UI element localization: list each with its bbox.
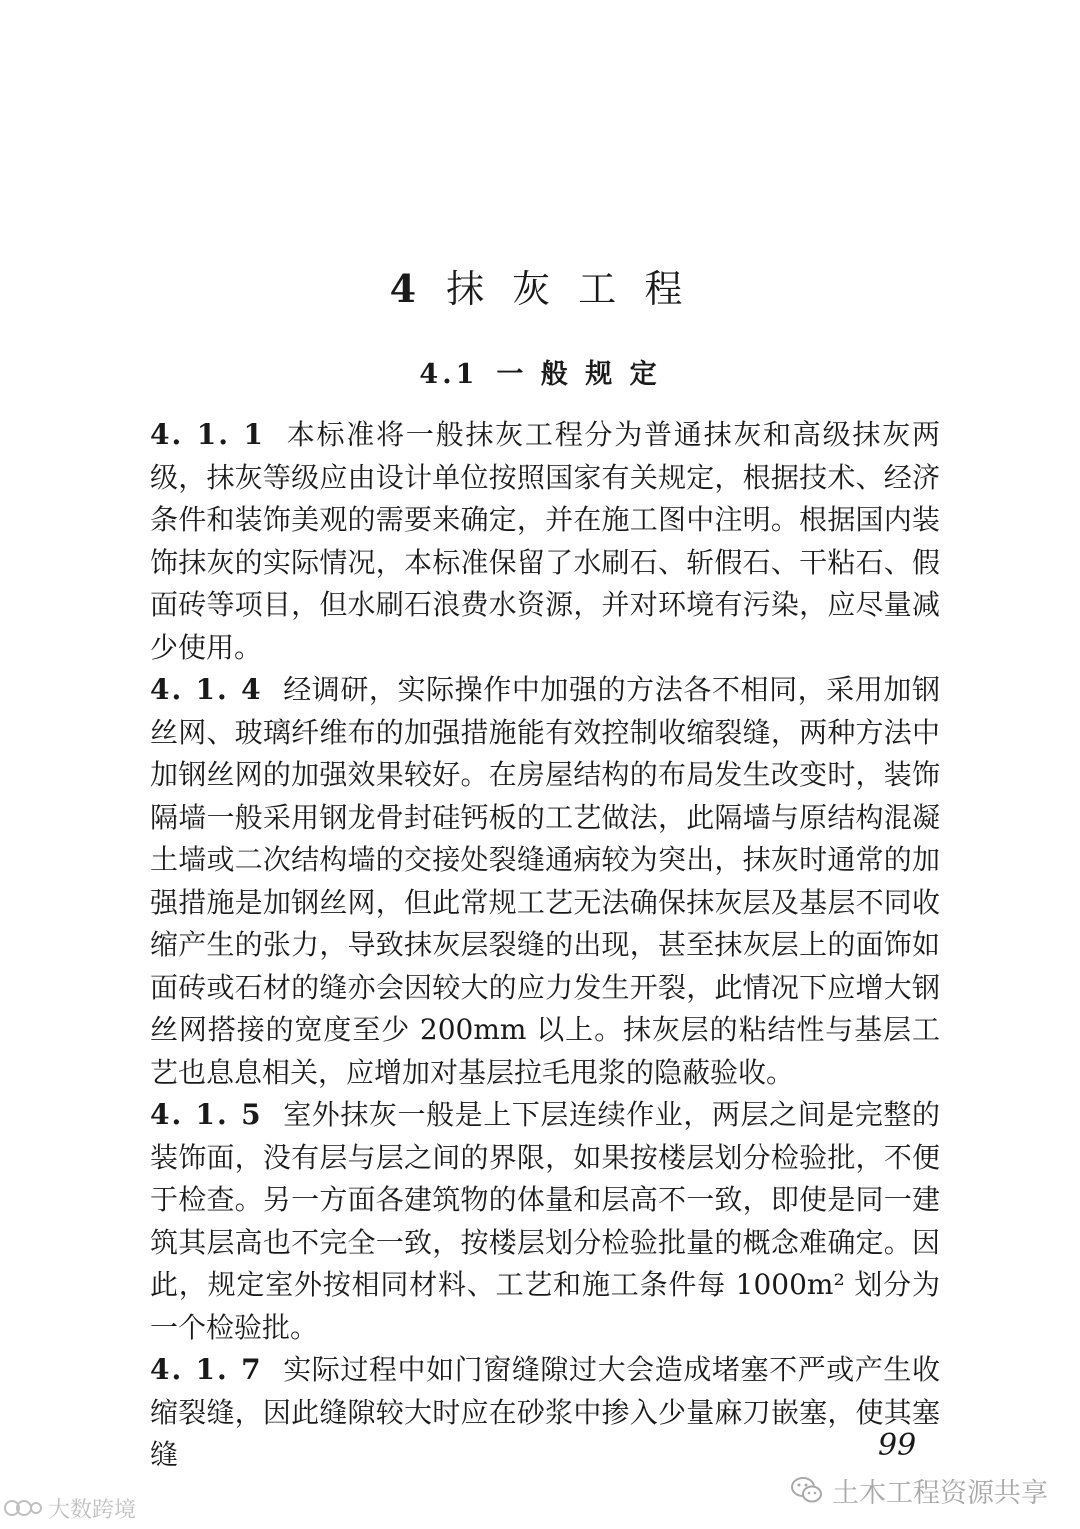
chapter-title-text: 抹 灰 工 程 — [446, 267, 691, 311]
watermark-brand — [2, 1490, 136, 1526]
clause-4-1-4 — [150, 669, 940, 1094]
section-title — [0, 352, 1080, 391]
watermark-left-text: 大数跨境 — [48, 1497, 137, 1523]
chapter-number: 4 — [389, 266, 425, 311]
section-number: 4.1 — [419, 359, 479, 390]
clause-text: 经调研，实际操作中加强的方法各不相同，采用加钢丝网、玻璃纤维布的加强措施能有效控制收缩裂缝，两种方法中加钢丝网的加强效果较好。在房屋结构的布局发生改变时，装饰隔墙一般采用钢龙骨封硅钙板的工艺做法，此隔墙与原结构混凝土墙或二次结构墙的交接处裂缝通病较为突出，抹灰时通常的加强措施是加钢丝网，但此常规工艺无法确保抹灰层及基层不同收缩产生的张力，导致抹灰层裂缝的出现，甚至抹灰层上的面饰如面砖或石材的缝亦会因较大的应力发生开裂，此情况下应增大钢丝网搭接的宽度至少 200mm 以上。抹灰层的粘结性与基层工艺也息息相关，应增加对基层拉毛甩浆的隐蔽验收。 — [150, 673, 940, 1089]
watermark-wechat — [790, 1470, 1048, 1510]
clause-number: 4. 1. 7 — [150, 1353, 263, 1386]
section-title-text: 一 般 规 定 — [496, 359, 661, 390]
clause-text: 实际过程中如门窗缝隙过大会造成堵塞不严或产生收缩裂缝，因此缝隙较大时应在砂浆中掺入少量麻刀嵌塞，使其塞缝 — [150, 1353, 940, 1471]
clause-text: 室外抹灰一般是上下层连续作业，两层之间是完整的装饰面，没有层与层之间的界限，如果按楼层划分检验批，不便于检查。另一方面各建筑物的体量和层高不一致，即使是同一建筑其层高也不完全一致，按楼层划分检验批量的概念难确定。因此，规定室外按相同材料、工艺和施工条件每 1000m² 划分为一个检验批。 — [150, 1098, 940, 1344]
clause-text: 本标准将一般抹灰工程分为普通抹灰和高级抹灰两级，抹灰等级应由设计单位按照国家有关规定，根据技术、经济条件和装饰美观的需要来确定，并在施工图中注明。根据国内装饰抹灰的实际情况，本标准保留了水刷石、斩假石、干粘石、假面砖等项目，但水刷石浪费水资源，并对环境有污染，应尽量减少使用。 — [150, 418, 940, 664]
watermark-right-text: 土木工程资源共享 — [832, 1477, 1048, 1509]
wechat-icon — [790, 1475, 824, 1505]
clause-4-1-7 — [150, 1349, 940, 1477]
body-text — [150, 414, 940, 1477]
clause-number: 4. 1. 4 — [150, 673, 263, 706]
clause-4-1-5 — [150, 1094, 940, 1349]
clause-4-1-1 — [150, 414, 940, 669]
chapter-title — [0, 258, 1080, 313]
page-number: 99 — [878, 1428, 917, 1463]
clause-number: 4. 1. 5 — [150, 1098, 263, 1131]
brand-logo-icon — [2, 1496, 44, 1520]
clause-number: 4. 1. 1 — [150, 418, 265, 451]
